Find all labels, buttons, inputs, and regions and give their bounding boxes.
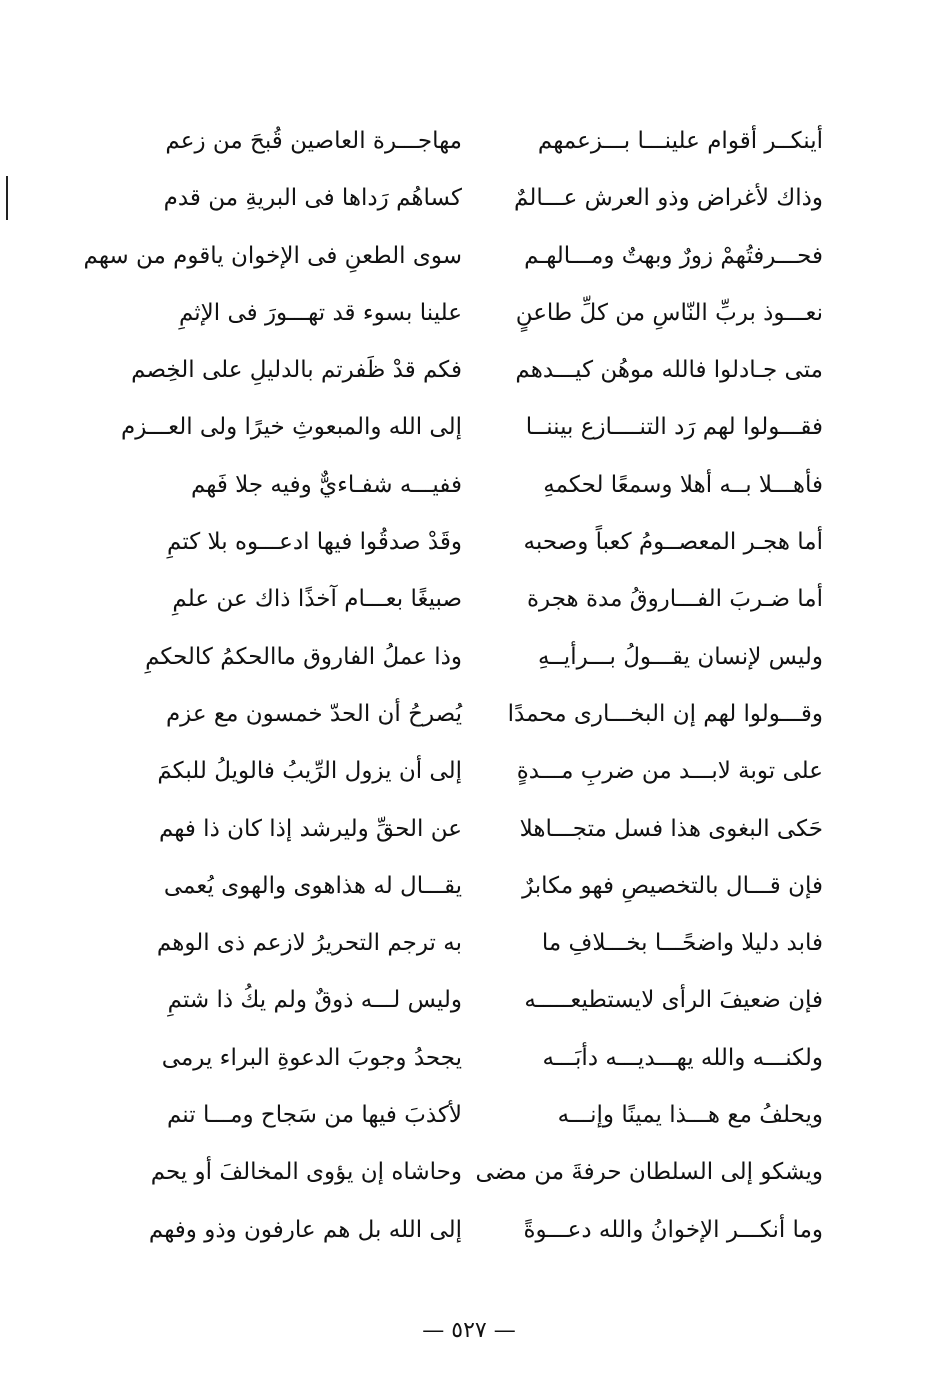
verse-right: أما هجـر المعصــومُ كعباً وصحبه [523, 529, 823, 556]
verse-left: يُصرحُ أن الحدّ خمسون مع عزم [165, 700, 462, 727]
verse-left: وذا عملُ الفاروق ماالحكمُ كالحكمِ [145, 643, 462, 670]
verse-right: وليس لإنسان يقـــولُ بـــرأيــهِ [538, 643, 823, 670]
verse-left: لأكذبَ فيها من سَجاح ومـــا تنم [167, 1102, 462, 1129]
verse-left: وحاشاه إن يؤوى المخالفَ أو يحم [150, 1159, 462, 1186]
verse-left: مهاجـــرة العاصين قُبحَ من زعم [165, 128, 462, 154]
verse-left: كساهُم رَداها فى البريةِ من قدم [163, 185, 462, 212]
verse-left: فكم قدْ ظَفرتم بالدليلِ على الخِصم [131, 357, 462, 384]
verse-right: حَكى البغوى هذا فسل متجـــاهلا [519, 815, 823, 842]
verse-left: وقَدْ صدقُوا فيها ادعـــوه بلا كتمِ [167, 529, 462, 556]
verse-left: إلى الله بل هم عارفون وذو وفهم [148, 1216, 462, 1243]
verse-right: ويحلفُ مع هـــذا يمينًا وإنـــه [557, 1102, 823, 1129]
verse-left: علينا بسوء قد تهـــورَ فى الإثمِ [178, 299, 462, 326]
verse-right: نعـــوذ بربِّ النّاسِ من كلِّ طاعنٍ [515, 299, 823, 326]
verse-left: يقـــال له هذاهوى والهوى يُعمى [163, 872, 462, 899]
verse-right: فأهـــلا بــه أهلا وسمعًا لحكمهِ [543, 471, 823, 498]
verse-left: وليس لـــه ذوقٌ ولم يكُ ذا شتمِ [167, 987, 462, 1014]
verse-right: ويشكو إلى السلطان حرفةَ من مضى [475, 1159, 823, 1186]
verse-left: إلى أن يزول الرِّيبُ فالويلُ للبكمَ [157, 758, 462, 785]
verse-right: وذاك لأغراض وذو العرش عـــالمٌ [514, 185, 823, 212]
verse-right: فقـــولوا لهم رَد التنــــازع بيننــا [525, 414, 823, 441]
verse-left: إلى الله والمبعوثِ خيرًا ولى العـــزم [120, 414, 462, 441]
verse-right: أما ضـربَ الفـــاروقُ مدة هجرة [526, 586, 823, 613]
verse-right: فإن ضعيفَ الرأى لايستطيعـــــه [524, 987, 823, 1014]
verse-left: عن الحقِّ وليرشد إذا كان ذا فهم [158, 815, 462, 842]
verse-right: وقـــولوا لهم إن البخـــارى محمدًا [507, 700, 823, 727]
verse-right: وما أنكـــر الإخوانُ والله دعـــوةً [523, 1216, 823, 1243]
verse-right: فابد دليلا واضحًـــا بخـــلافِ ما [541, 930, 823, 957]
poem-left-column [83, 126, 462, 1272]
margin-bar [6, 176, 8, 220]
verse-right: على توبة لابـــد من ضربِ مـــدةٍ [516, 758, 823, 785]
verse-left: به ترجم التحريرُ لازعم ذى الوهم [156, 930, 462, 957]
verse-right: متى جـادلوا فالله موهُن كيـــدهم [515, 357, 823, 384]
verse-left: سوى الطعنِ فى الإخوان ياقوم من سهم [83, 242, 462, 269]
verse-right: أينكــر أقوام علينـــا بـــزعمهم [537, 128, 823, 154]
verse-left: ففيـــه شفـاءيٌّ وفيه جلا فَهم [190, 471, 462, 498]
verse-right: فإن قـــال بالتخصيصِ فهو مكابرٌ [522, 872, 823, 899]
verse-right: ولكنـــه والله يهـــديـــه دأبَـــه [542, 1044, 823, 1071]
verse-left: يجحدُ وجوبَ الدعوةِ البراء يرمى [161, 1044, 462, 1071]
page-number: — ٥٢٧ — [422, 1318, 516, 1343]
poem-right-column [475, 126, 823, 1272]
verse-right: فحـــرفتُهمْ زورٌ وبهتٌ ومـــالهـم [524, 242, 823, 269]
verse-left: صبيغًا بعـــام آخذًا ذاك عن علمِ [172, 586, 462, 613]
